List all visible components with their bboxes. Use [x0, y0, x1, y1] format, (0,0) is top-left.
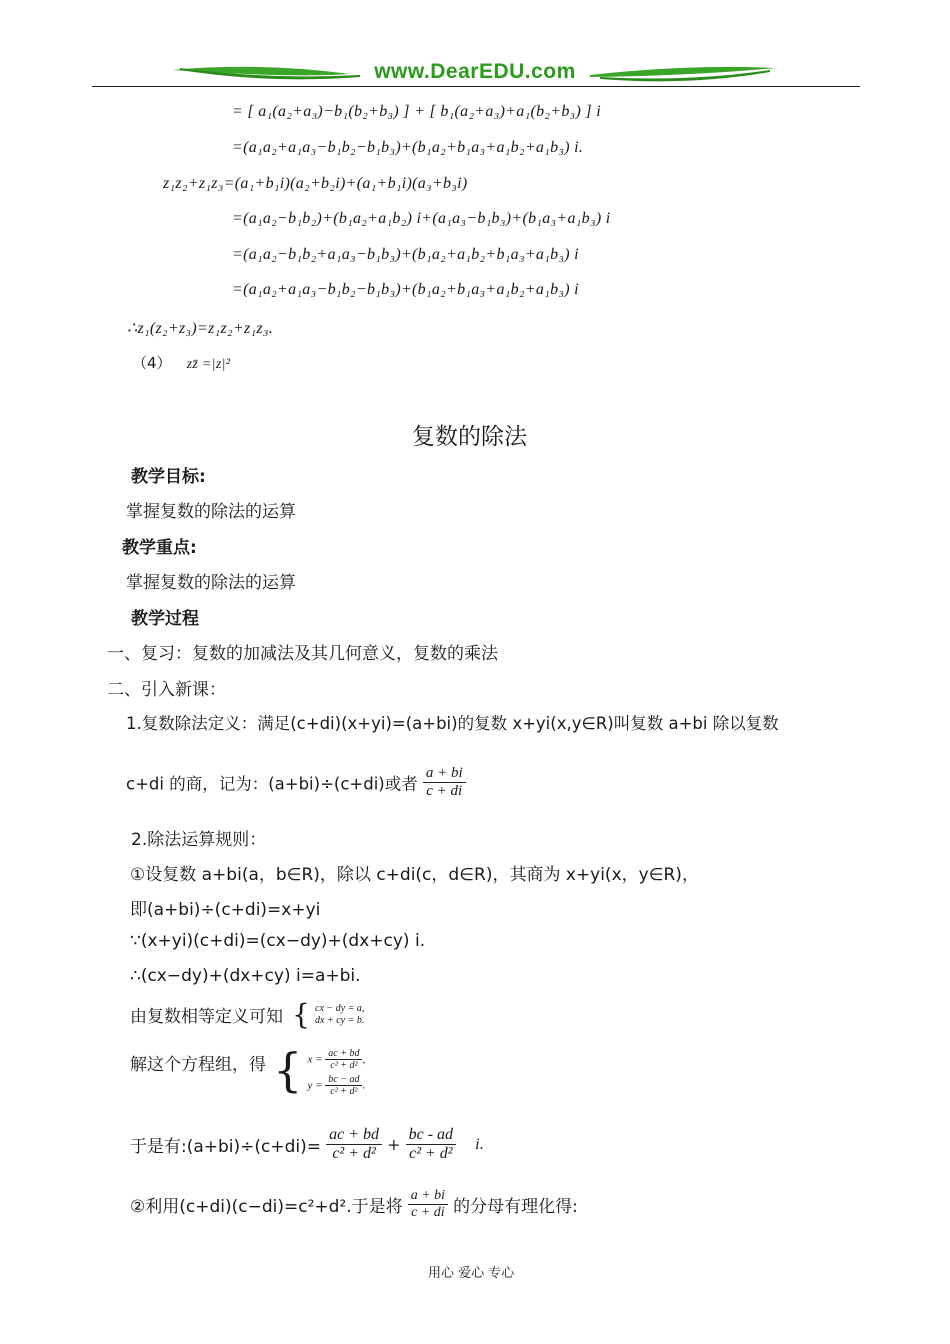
definition-line-2	[126, 765, 466, 800]
rule-1: ①设复数 a+bi(a，b∈R)，除以 c+di(c，d∈R)，其商为 x+yi(x，y∈R)，	[130, 865, 699, 885]
rule-heading: 2.除法运算规则：	[131, 830, 267, 850]
intro-line: 二、引入新课：	[107, 680, 226, 700]
definition-text: c+di 的商，记为：(a+bi)÷(c+di)或者	[126, 774, 418, 794]
logo-text[interactable]: www.DearEDU.com	[374, 60, 576, 83]
equality-system	[130, 998, 364, 1031]
because-line: ∵(x+yi)(c+di)=(cx−dy)+(dx+cy) i.	[130, 931, 426, 951]
item-4-formula: zz̄ =|z|²	[186, 357, 231, 372]
quotient-fraction	[423, 765, 466, 800]
derivation-line-5: =(a₁a₂−b₁b₂+a₁a₃−b₁b₃)+(b₁a₂+a₁b₂+b₁a₃+a₁b₃) i	[232, 246, 579, 263]
result-suffix: i.	[475, 1135, 485, 1153]
footer-text: 用心 爱心 专心	[428, 1266, 515, 1281]
derivation-line-2: =(a₁a₂+a₁a₃−b₁b₂−b₁b₃)+(b₁a₂+b₁a₃+a₁b₂+a₁b₃) i.	[232, 139, 584, 156]
plus-sign: +	[387, 1135, 401, 1154]
derivation-line-4: =(a₁a₂−b₁b₂)+(b₁a₂+a₁b₂) i+(a₁a₃−b₁b₃)+(b₁a₃+a₁b₃) i	[232, 210, 611, 227]
key-heading: 教学重点:	[122, 538, 197, 558]
item-4-label: （4）	[132, 354, 172, 372]
key-text: 掌握复数的除法的运算	[126, 573, 296, 593]
rule-2-fraction: $\frac{a + bi}{c + di}$	[408, 1188, 448, 1221]
rule-2-suffix: 的分母有理化得:	[453, 1197, 578, 1217]
process-heading: 教学过程	[131, 609, 199, 629]
system-1: cx − dy = a, dx + cy = b.	[315, 1002, 365, 1026]
item-4	[132, 352, 230, 373]
goal-heading: 教学目标:	[131, 467, 206, 487]
goal-text: 掌握复数的除法的运算	[126, 502, 296, 522]
solve-brace-icon: {	[273, 1043, 303, 1097]
rule-1-b: 即(a+bi)÷(c+di)=x+yi	[130, 900, 321, 920]
solve-system	[130, 1045, 365, 1100]
derivation-conclusion: ∴z₁(z₂+z₃)=z₁z₂+z₁z₃.	[127, 320, 274, 337]
definition-line-1: 1.复数除法定义：满足(c+di)(x+yi)=(a+bi)的复数 x+yi(x,y∈R)叫复数 a+bi 除以复数	[126, 714, 779, 733]
fraction-denominator: c + di	[426, 783, 463, 799]
therefore-line: ∴(cx−dy)+(dx+cy) i=a+bi.	[130, 966, 361, 986]
derivation-line-6: =(a₁a₂+a₁a₃−b₁b₂−b₁b₃)+(b₁a₂+b₁a₃+a₁b₂+a₁b₃) i	[232, 281, 579, 298]
equality-def-text: 由复数相等定义可知	[130, 1007, 283, 1027]
solution-system	[307, 1048, 365, 1100]
brace-icon: {	[292, 998, 310, 1031]
derivation-line-1: = [ a₁(a₂+a₃)−b₁(b₂+b₃) ] + [ b₁(a₂+a₃)+a₁(b₂+b₃) ] i	[232, 103, 602, 120]
result-fraction-1: $\frac{ac + bd}{\text{c² + d²}}$	[326, 1126, 382, 1163]
section-title: 复数的除法	[412, 424, 527, 450]
y-solution: y = $\frac{bc - ad}{\text{c² + d²}}$ .	[307, 1074, 366, 1097]
solve-text: 解这个方程组，得	[130, 1055, 266, 1075]
result-prefix: 于是有:(a+bi)÷(c+di)=	[130, 1137, 322, 1157]
result-line	[130, 1126, 484, 1163]
result-fraction-2: $\frac{bc - ad}{\text{c² + d²}}$	[406, 1126, 456, 1163]
x-solution: x = $\frac{ac + bd}{\text{c² + d²}}$ ,	[307, 1048, 366, 1071]
header-logo	[170, 58, 780, 88]
rule-2-prefix: ②利用(c+di)(c−di)=c²+d².于是将	[130, 1197, 403, 1217]
rule-2-line	[130, 1188, 578, 1221]
header-rule	[92, 86, 860, 87]
derivation-line-3: z₁z₂+z₁z₃=(a₁+b₁i)(a₂+b₂i)+(a₁+b₁i)(a₃+b₃i)	[163, 175, 468, 192]
review-line: 一、复习：复数的加减法及其几何意义，复数的乘法	[107, 644, 498, 664]
fraction-numerator: a + bi	[423, 765, 466, 783]
